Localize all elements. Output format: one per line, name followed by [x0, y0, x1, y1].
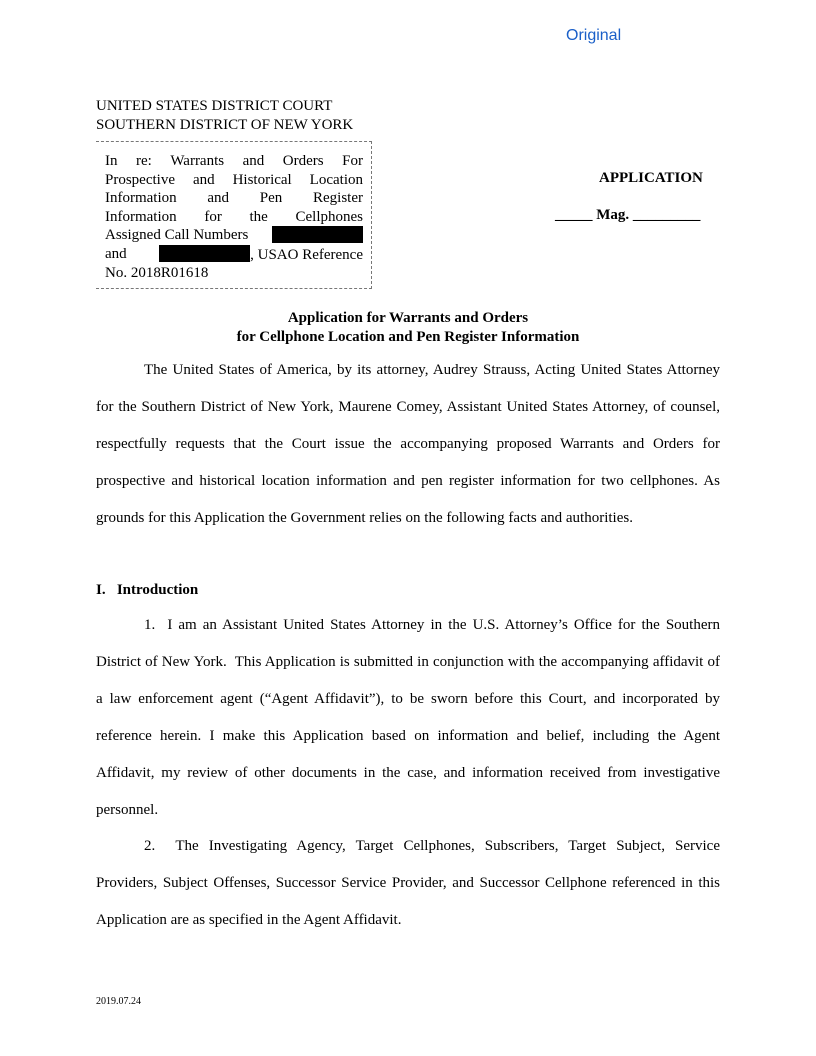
original-stamp: Original	[566, 27, 622, 44]
caption-line: In re: Warrants and Orders For	[105, 153, 363, 169]
caption-line: Information and Pen Register	[105, 190, 363, 206]
court-line-1: UNITED STATES DISTRICT COURT	[96, 98, 333, 114]
caption-line: Assigned Call Numbers	[105, 226, 363, 245]
caption-line: Information for the Cellphones	[105, 208, 363, 225]
caption-line: Prospective and Historical Location	[105, 171, 363, 188]
document-title	[96, 309, 720, 347]
court-name	[96, 97, 353, 134]
caption-line: No. 2018R01618	[105, 265, 209, 281]
caption-line: and , USAO Reference	[105, 245, 363, 263]
intro-paragraph: The United States of America, by its attorney, Audrey Strauss, Acting United States Attorney for the Southern District of New York, Maurene Comey, Assistant United States Attorney, of counsel, respectfully requests that the Court issue the accompanying proposed Warrants and Orders for prospective and historical location information and pen register information for two cellphones. As grounds for this Application the Government relies on the following facts and authorities.	[96, 362, 720, 526]
paragraph-1: 1. I am an Assistant United States Attorney in the U.S. Attorney’s Office for the Southern District of New York. This Application is submitted in conjunction with the accompanying affidavit of a law enforcement agent (“Agent Affidavit”), to be sworn before this Court, and incorporated by reference herein. I make this Application based on information and belief, including the Agent Affidavit, my review of other documents in the case, and information received from investigative personnel.	[96, 617, 720, 818]
paragraph-2: 2. The Investigating Agency, Target Cellphones, Subscribers, Target Subject, Service Providers, Subject Offenses, Successor Service Provider, and Successor Cellphone referenced in this Application are as specified in the Agent Affidavit.	[96, 838, 720, 928]
redaction-bar	[272, 226, 363, 243]
case-caption-text	[105, 152, 363, 283]
redaction-bar	[159, 245, 250, 262]
court-line-2: SOUTHERN DISTRICT OF NEW YORK	[96, 116, 354, 133]
case-caption-box	[96, 141, 372, 289]
title-line-2: for Cellphone Location and Pen Register Information	[236, 329, 580, 345]
magistrate-number-line: _____ Mag. _________	[555, 207, 701, 223]
footer-date: 2019.07.24	[96, 996, 141, 1007]
title-line-1: Application for Warrants and Orders	[287, 310, 529, 326]
section-heading: I. Introduction	[96, 582, 199, 598]
application-label: APPLICATION	[599, 170, 703, 186]
